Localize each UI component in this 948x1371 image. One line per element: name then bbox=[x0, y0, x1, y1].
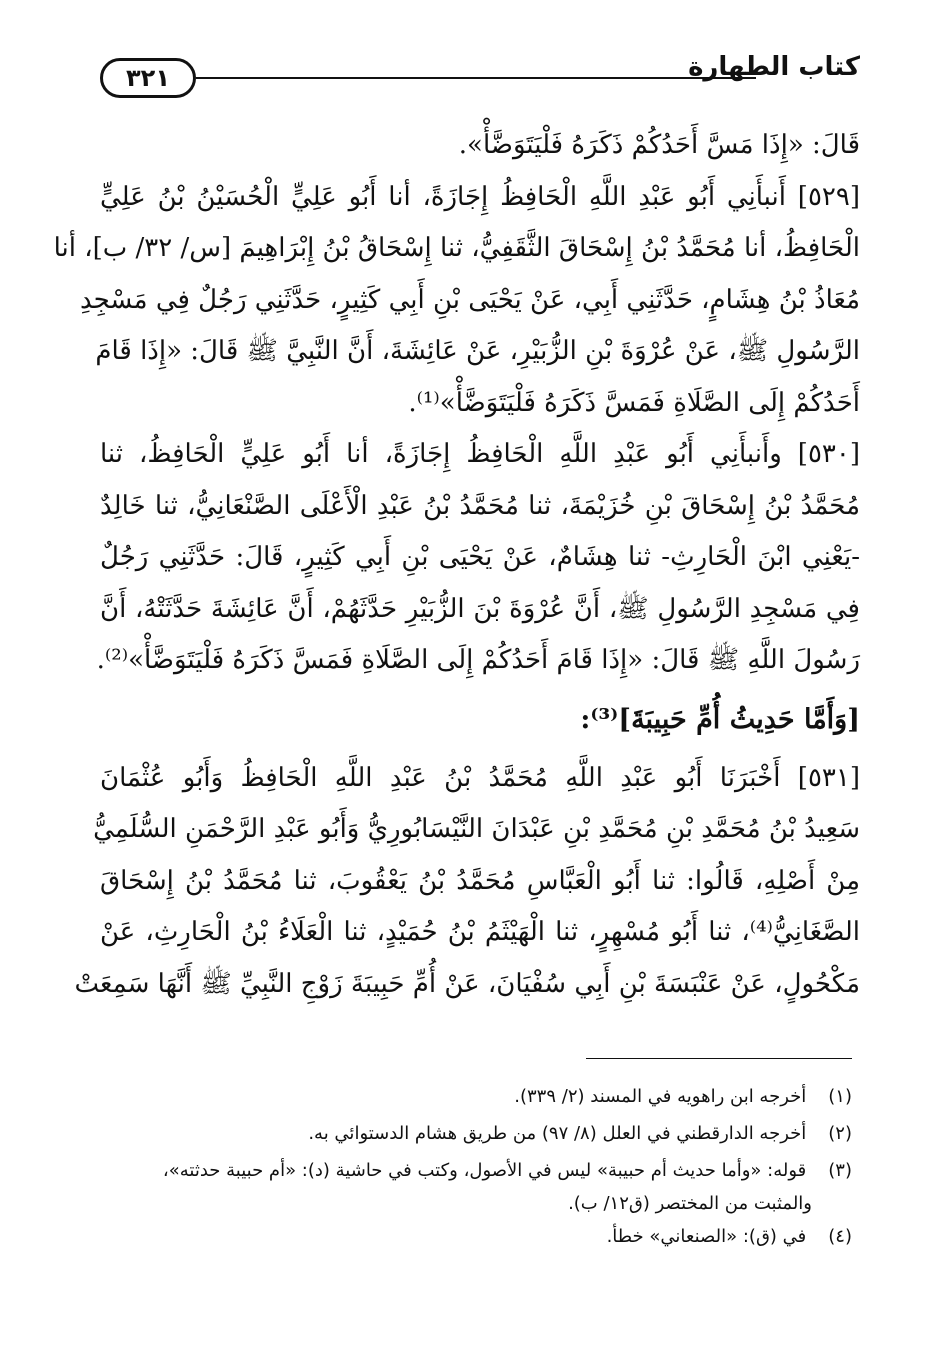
text-line: مُحَمَّدُ بْنُ إِسْحَاقَ بْنِ خُزَيْمَةَ، ثنا مُحَمَّدُ بْنُ عَبْدِ الْأَعْلَى الصَّنْعَانِيُّ، ثنا خَالِدٌ bbox=[100, 490, 860, 521]
footnote-item bbox=[100, 1220, 852, 1257]
text-line: الرَّسُولِ ﷺ، عَنْ عُرْوَةَ بْنِ الزُّبَيْرِ، عَنْ عَائِشَةَ، أَنَّ النَّبِيَّ ﷺ قَالَ: «إِذَا قَامَ bbox=[95, 336, 860, 366]
text-line: مُعَاذُ بْنُ هِشَامٍ، حَدَّثَنِي أَبِي، عَنْ يَحْيَى بْنِ أَبِي كَثِيرٍ، حَدَّثَنِي رَجُلٌ فِي مَسْجِدِ bbox=[80, 284, 860, 315]
footnote-text: أخرجه ابن راهويه في المسند (٢/ ٣٣٩). bbox=[514, 1086, 807, 1107]
footnote-number: (١) bbox=[828, 1086, 852, 1107]
footnote-item bbox=[100, 1117, 852, 1154]
text-line: [٥٣١] أَخْبَرَنَا أَبُو عَبْدِ اللَّهِ مُحَمَّدُ بْنُ عَبْدِ اللَّهِ الْحَافِظُ وَأَبُو عُثْمَانَ bbox=[100, 762, 860, 793]
text-line: مِنْ أَصْلِهِ، قَالُوا: ثنا أَبُو الْعَبَّاسِ مُحَمَّدُ بْنُ يَعْقُوبَ، ثنا مُحَمَّدُ بْنُ إِسْحَاقَ bbox=[100, 865, 860, 896]
text-line: فِي مَسْجِدِ الرَّسُولِ ﷺ، أَنَّ عُرْوَةَ بْنَ الزُّبَيْرِ حَدَّثَهُمْ، أَنَّ عَائِشَةَ حَدَّثَتْهُ، أَنَّ bbox=[100, 593, 860, 624]
text-line: رَسُولَ اللَّهِ ﷺ قَالَ: «إِذَا قَامَ أَحَدُكُمْ إِلَى الصَّلَاةِ فَمَسَّ ذَكَرَهُ فَلْيَتَوَضَّأْ»⁽²⁾. bbox=[96, 645, 860, 675]
text-line: مَكْحُولٍ، عَنْ عَنْبَسَةَ بْنِ أَبِي سُفْيَانَ، عَنْ أُمِّ حَبِيبَةَ زَوْجِ النَّبِيِّ ﷺ أَنَّهَا سَمِعَتْ bbox=[74, 968, 860, 999]
footnote-number: (٢) bbox=[828, 1123, 852, 1144]
footnote-continuation: والمثبت من المختصر (ق١٢/ ب). bbox=[568, 1193, 812, 1214]
section-heading: [وَأَمَّا حَدِيثُ أُمِّ حَبِيبَةَ]⁽³⁾: bbox=[580, 703, 860, 735]
text-line: أَحَدُكُمْ إِلَى الصَّلَاةِ فَمَسَّ ذَكَرَهُ فَلْيَتَوَضَّأْ»⁽¹⁾. bbox=[408, 387, 860, 418]
text-line: الصَّغَانِيُّ⁽⁴⁾، ثنا أَبُو مُسْهِرٍ، ثنا الْهَيْثَمُ بْنُ حُمَيْدٍ، ثنا الْعَلَاءُ بْنُ الْحَارِثِ، عَنْ bbox=[100, 917, 860, 947]
text-line: الْحَافِظُ، أنا مُحَمَّدُ بْنُ إِسْحَاقَ الثَّقَفِيُّ، ثنا إِسْحَاقُ بْنُ إِبْرَاهِيمَ [س/ ٣٢/ ب]، أنا bbox=[53, 233, 860, 263]
book-title: كتاب الطهارة bbox=[688, 52, 860, 82]
main-text bbox=[53, 120, 860, 1010]
footnotes bbox=[100, 1080, 852, 1257]
footnote-text: في (ق): «الصنعاني» خطأ. bbox=[606, 1226, 807, 1247]
footnote-separator bbox=[586, 1058, 852, 1059]
text-line: قَالَ: «إِذَا مَسَّ أَحَدُكُمْ ذَكَرَهُ فَلْيَتَوَضَّأْ». bbox=[458, 130, 860, 160]
text-line: [٥٣٠] وأَنبأَنِي أَبُو عَبْدِ اللَّهِ الْحَافِظُ إِجَازَةً، أنا أَبُو عَلِيٍّ الْحَافِظُ، ثنا bbox=[100, 439, 860, 469]
page-number: ٣٢١ bbox=[100, 58, 196, 98]
footnote-text: قوله: «وأما حديث أم حبيبة» ليس في الأصول، وكتب في حاشية (د): «أم حبيبة حدثته»، bbox=[162, 1160, 807, 1181]
text-line: -يَعْنِي ابْنَ الْحَارِثِ- ثنا هِشَامٌ، عَنْ يَحْيَى بْنِ أَبِي كَثِيرٍ، قَالَ: حَدَّثَنِي رَجُلٌ bbox=[100, 542, 860, 572]
text-line: سَعِيدُ بْنُ مُحَمَّدِ بْنِ مُحَمَّدِ بْنِ عَبْدَانَ النَّيْسَابُورِيُّ وَأَبُو عَبْدِ الرَّحْمَنِ السُّلَمِيُّ bbox=[93, 814, 860, 844]
footnote-item bbox=[100, 1080, 852, 1117]
footnote-text: أخرجه الدارقطني في العلل (٨/ ٩٧) من طريق هشام الدستوائي به. bbox=[308, 1123, 807, 1144]
running-header bbox=[100, 52, 860, 106]
text-line: [٥٢٩] أَنبأَنِي أَبُو عَبْدِ اللَّهِ الْحَافِظُ إِجَازَةً، أنا أَبُو عَلِيٍّ الْحُسَيْنُ بْنُ عَلِيٍّ bbox=[100, 181, 860, 212]
footnote-number: (٤) bbox=[828, 1226, 852, 1247]
header-rule bbox=[196, 77, 756, 79]
footnote-number: (٣) bbox=[828, 1160, 852, 1181]
footnote-item bbox=[100, 1154, 852, 1220]
